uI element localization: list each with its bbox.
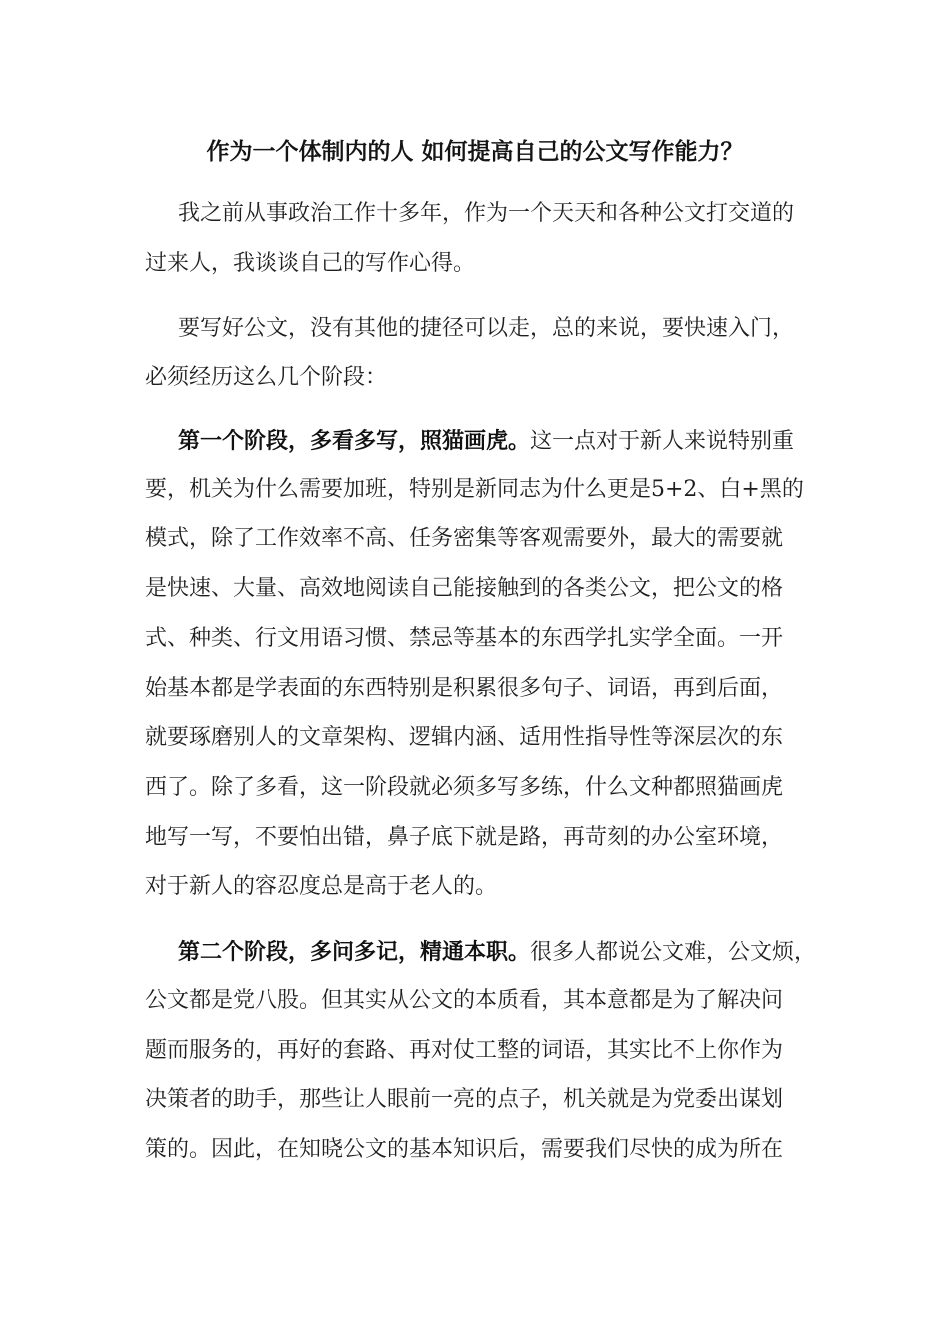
paragraph-3-line-8: 西了。除了多看，这一阶段就必须多写多练，什么文种都照猫画虎 (145, 775, 784, 800)
paragraph-3-line-3: 模式，除了工作效率不高、任务密集等客观需要外，最大的需要就 (145, 526, 784, 551)
paragraph-4-line-4: 决策者的助手，那些让人眼前一亮的点子，机关就是为党委出谋划 (145, 1087, 784, 1112)
paragraph-1-line-2: 过来人，我谈谈自己的写作心得。 (145, 251, 476, 276)
paragraph-3-line-2: 要，机关为什么需要加班，特别是新同志为什么更是5+2、白+黑的 (145, 477, 804, 502)
paragraph-3-line-6: 始基本都是学表面的东西特别是积累很多句子、词语，再到后面， (145, 676, 784, 701)
paragraph-3-line-1-text: 这一点对于新人来说特别重 (530, 429, 795, 454)
paragraph-4-line-1 (178, 937, 816, 968)
stage-2-heading: 第二个阶段，多问多记，精通本职。 (178, 939, 531, 965)
paragraph-3-line-4: 是快速、大量、高效地阅读自己能接触到的各类公文，把公文的格 (145, 576, 784, 601)
paragraph-4-line-2: 公文都是党八股。但其实从公文的本质看，其本意都是为了解决问 (145, 988, 784, 1013)
paragraph-2-line-2: 必须经历这么几个阶段： (145, 365, 388, 390)
document-title: 作为一个体制内的人 如何提高自己的公文写作能力？ (206, 138, 744, 165)
paragraph-4-line-1-text: 很多人都说公文难，公文烦， (530, 940, 817, 965)
paragraph-3-line-10: 对于新人的容忍度总是高于老人的。 (145, 874, 498, 899)
paragraph-4-line-3: 题而服务的，再好的套路、再对仗工整的词语，其实比不上你作为 (145, 1038, 784, 1063)
paragraph-3-line-5: 式、种类、行文用语习惯、禁忌等基本的东西学扎实学全面。一开 (145, 626, 784, 651)
paragraph-3-line-7: 就要琢磨别人的文章架构、逻辑内涵、适用性指导性等深层次的东 (145, 725, 784, 750)
paragraph-1-line-1: 我之前从事政治工作十多年，作为一个天天和各种公文打交道的 (178, 201, 795, 226)
paragraph-2-line-1: 要写好公文，没有其他的捷径可以走，总的来说，要快速入门， (178, 316, 795, 341)
stage-1-heading: 第一个阶段，多看多写，照猫画虎。 (178, 428, 531, 454)
paragraph-3-line-9: 地写一写，不要怕出错，鼻子底下就是路，再苛刻的办公室环境， (145, 825, 784, 850)
paragraph-3-line-1 (178, 426, 794, 457)
paragraph-4-line-5: 策的。因此，在知晓公文的基本知识后，需要我们尽快的成为所在 (145, 1137, 784, 1162)
